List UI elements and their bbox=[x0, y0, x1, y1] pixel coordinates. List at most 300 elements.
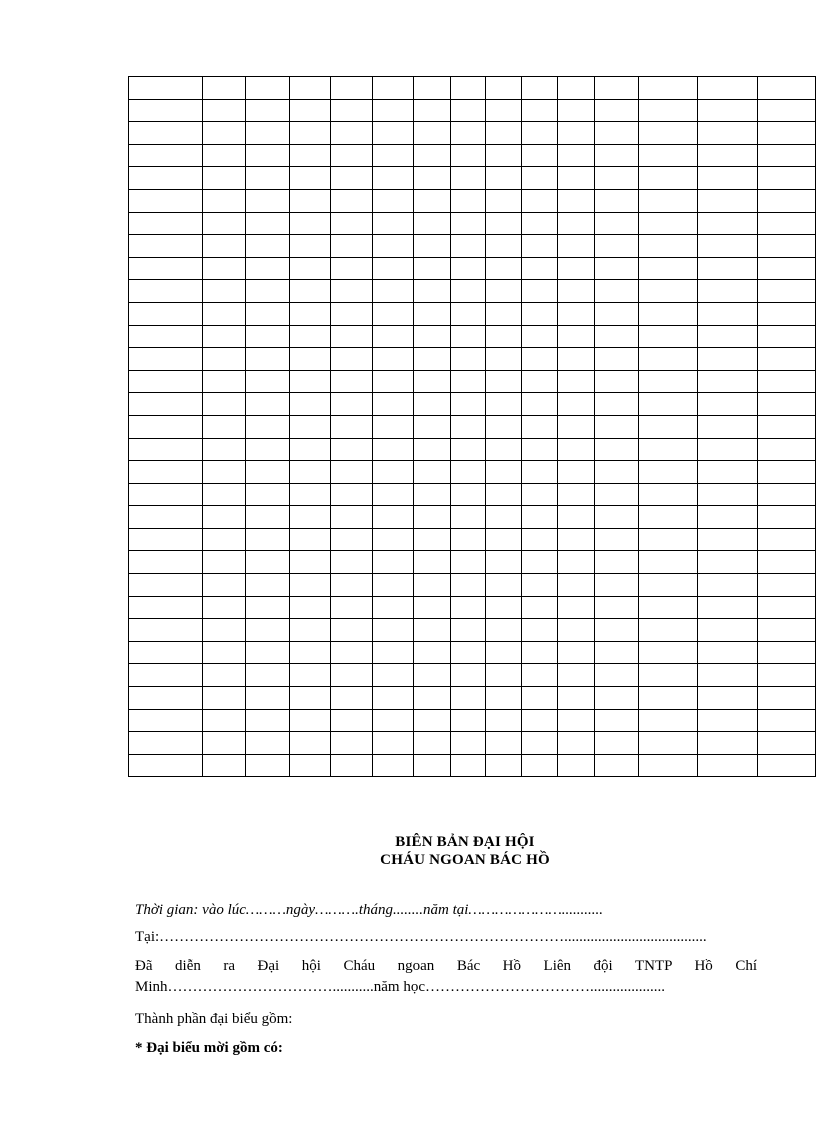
table-cell bbox=[450, 302, 486, 325]
table-cell bbox=[522, 528, 558, 551]
table-cell bbox=[413, 167, 450, 190]
table-cell bbox=[697, 754, 757, 777]
table-cell bbox=[129, 461, 203, 484]
table-cell bbox=[594, 641, 638, 664]
table-cell bbox=[558, 619, 595, 642]
table-cell bbox=[129, 483, 203, 506]
table-row bbox=[129, 77, 816, 100]
table-row bbox=[129, 506, 816, 529]
table-cell bbox=[246, 99, 290, 122]
table-cell bbox=[246, 257, 290, 280]
table-cell bbox=[697, 641, 757, 664]
table-cell bbox=[757, 280, 815, 303]
table-cell bbox=[202, 393, 246, 416]
table-cell bbox=[558, 506, 595, 529]
table-cell bbox=[373, 77, 414, 100]
table-row bbox=[129, 551, 816, 574]
table-cell bbox=[757, 619, 815, 642]
table-cell bbox=[638, 325, 697, 348]
table-cell bbox=[697, 687, 757, 710]
table-cell bbox=[202, 687, 246, 710]
table-cell bbox=[202, 551, 246, 574]
table-cell bbox=[757, 257, 815, 280]
table-cell bbox=[558, 370, 595, 393]
table-cell bbox=[413, 438, 450, 461]
table-cell bbox=[757, 189, 815, 212]
table-cell bbox=[697, 280, 757, 303]
table-cell bbox=[331, 528, 373, 551]
table-cell bbox=[486, 596, 522, 619]
table-cell bbox=[558, 528, 595, 551]
table-cell bbox=[522, 189, 558, 212]
table-cell bbox=[594, 144, 638, 167]
table-cell bbox=[413, 641, 450, 664]
table-cell bbox=[246, 144, 290, 167]
table-cell bbox=[331, 664, 373, 687]
table-cell bbox=[246, 235, 290, 258]
table-cell bbox=[757, 687, 815, 710]
table-cell bbox=[486, 438, 522, 461]
table-cell bbox=[486, 167, 522, 190]
table-cell bbox=[289, 122, 331, 145]
table-cell bbox=[331, 122, 373, 145]
table-cell bbox=[246, 393, 290, 416]
table-cell bbox=[246, 732, 290, 755]
table-cell bbox=[558, 212, 595, 235]
table-cell bbox=[373, 280, 414, 303]
table-cell bbox=[246, 77, 290, 100]
table-cell bbox=[289, 167, 331, 190]
table-cell bbox=[373, 528, 414, 551]
table-cell bbox=[522, 302, 558, 325]
table-cell bbox=[697, 551, 757, 574]
table-cell bbox=[331, 438, 373, 461]
table-cell bbox=[246, 348, 290, 371]
table-cell bbox=[638, 370, 697, 393]
table-cell bbox=[450, 393, 486, 416]
table-cell bbox=[558, 415, 595, 438]
occurred-line-2: Minh……………………………...........năm học…………………………….................... bbox=[135, 979, 665, 995]
table-cell bbox=[289, 348, 331, 371]
table-cell bbox=[558, 189, 595, 212]
table-row bbox=[129, 754, 816, 777]
table-cell bbox=[486, 302, 522, 325]
table-cell bbox=[373, 461, 414, 484]
table-cell bbox=[757, 551, 815, 574]
table-cell bbox=[373, 235, 414, 258]
table-cell bbox=[289, 596, 331, 619]
table-cell bbox=[450, 709, 486, 732]
table-cell bbox=[413, 551, 450, 574]
table-cell bbox=[289, 280, 331, 303]
table-cell bbox=[331, 619, 373, 642]
table-cell bbox=[757, 732, 815, 755]
table-cell bbox=[757, 122, 815, 145]
table-cell bbox=[202, 235, 246, 258]
table-cell bbox=[331, 415, 373, 438]
table-cell bbox=[373, 596, 414, 619]
table-cell bbox=[697, 528, 757, 551]
table-cell bbox=[246, 122, 290, 145]
table-cell bbox=[331, 235, 373, 258]
table-cell bbox=[331, 483, 373, 506]
table-cell bbox=[522, 257, 558, 280]
table-cell bbox=[129, 77, 203, 100]
table-cell bbox=[594, 99, 638, 122]
table-cell bbox=[697, 574, 757, 597]
table-cell bbox=[202, 483, 246, 506]
table-cell bbox=[331, 574, 373, 597]
table-cell bbox=[638, 528, 697, 551]
minutes-title: BIÊN BẢN ĐẠI HỘI bbox=[395, 834, 535, 850]
table-cell bbox=[594, 754, 638, 777]
table-cell bbox=[594, 235, 638, 258]
table-cell bbox=[558, 122, 595, 145]
table-cell bbox=[697, 709, 757, 732]
table-cell bbox=[289, 77, 331, 100]
table-cell bbox=[594, 461, 638, 484]
table-cell bbox=[450, 348, 486, 371]
table-cell bbox=[202, 754, 246, 777]
table-cell bbox=[450, 687, 486, 710]
table-cell bbox=[129, 641, 203, 664]
table-cell bbox=[522, 212, 558, 235]
table-row bbox=[129, 99, 816, 122]
table-cell bbox=[757, 393, 815, 416]
table-cell bbox=[757, 461, 815, 484]
table-cell bbox=[638, 280, 697, 303]
table-cell bbox=[450, 325, 486, 348]
table-row bbox=[129, 325, 816, 348]
table-cell bbox=[638, 257, 697, 280]
table-cell bbox=[450, 415, 486, 438]
table-cell bbox=[558, 280, 595, 303]
table-cell bbox=[522, 393, 558, 416]
table-cell bbox=[331, 325, 373, 348]
table-cell bbox=[129, 302, 203, 325]
table-cell bbox=[522, 325, 558, 348]
table-cell bbox=[129, 709, 203, 732]
table-cell bbox=[373, 370, 414, 393]
table-row bbox=[129, 122, 816, 145]
table-cell bbox=[638, 189, 697, 212]
table-cell bbox=[486, 257, 522, 280]
table-cell bbox=[594, 574, 638, 597]
table-row bbox=[129, 415, 816, 438]
table-cell bbox=[757, 415, 815, 438]
table-cell bbox=[697, 257, 757, 280]
table-cell bbox=[486, 348, 522, 371]
table-cell bbox=[757, 302, 815, 325]
table-row bbox=[129, 393, 816, 416]
table-cell bbox=[289, 144, 331, 167]
table-cell bbox=[413, 77, 450, 100]
table-cell bbox=[373, 754, 414, 777]
table-cell bbox=[522, 687, 558, 710]
table-cell bbox=[331, 709, 373, 732]
table-cell bbox=[413, 483, 450, 506]
table-cell bbox=[558, 483, 595, 506]
table-cell bbox=[450, 461, 486, 484]
table-cell bbox=[129, 325, 203, 348]
table-cell bbox=[129, 122, 203, 145]
table-cell bbox=[757, 641, 815, 664]
table-row bbox=[129, 302, 816, 325]
table-cell bbox=[522, 596, 558, 619]
table-cell bbox=[246, 641, 290, 664]
table-cell bbox=[373, 732, 414, 755]
table-cell bbox=[638, 619, 697, 642]
table-cell bbox=[202, 280, 246, 303]
table-cell bbox=[697, 664, 757, 687]
table-cell bbox=[373, 144, 414, 167]
table-cell bbox=[202, 528, 246, 551]
table-row bbox=[129, 461, 816, 484]
table-cell bbox=[697, 348, 757, 371]
table-cell bbox=[129, 506, 203, 529]
table-cell bbox=[757, 167, 815, 190]
table-cell bbox=[246, 528, 290, 551]
table-cell bbox=[594, 257, 638, 280]
table-cell bbox=[202, 257, 246, 280]
table-cell bbox=[413, 235, 450, 258]
table-cell bbox=[246, 506, 290, 529]
table-cell bbox=[757, 506, 815, 529]
table-cell bbox=[129, 551, 203, 574]
table-cell bbox=[594, 551, 638, 574]
table-row bbox=[129, 212, 816, 235]
table-cell bbox=[202, 99, 246, 122]
table-cell bbox=[558, 167, 595, 190]
table-cell bbox=[558, 664, 595, 687]
table-row bbox=[129, 687, 816, 710]
table-cell bbox=[522, 732, 558, 755]
table-cell bbox=[331, 99, 373, 122]
table-cell bbox=[129, 619, 203, 642]
table-cell bbox=[558, 77, 595, 100]
table-cell bbox=[450, 483, 486, 506]
table-cell bbox=[697, 438, 757, 461]
table-cell bbox=[697, 461, 757, 484]
table-cell bbox=[413, 280, 450, 303]
table-cell bbox=[757, 212, 815, 235]
table-row bbox=[129, 189, 816, 212]
table-cell bbox=[202, 641, 246, 664]
table-cell bbox=[202, 574, 246, 597]
table-cell bbox=[331, 754, 373, 777]
table-cell bbox=[638, 122, 697, 145]
table-cell bbox=[638, 302, 697, 325]
table-row bbox=[129, 596, 816, 619]
table-cell bbox=[522, 144, 558, 167]
table-cell bbox=[289, 528, 331, 551]
table-cell bbox=[558, 348, 595, 371]
table-cell bbox=[558, 144, 595, 167]
table-cell bbox=[331, 167, 373, 190]
table-cell bbox=[522, 370, 558, 393]
table-cell bbox=[246, 709, 290, 732]
table-cell bbox=[129, 257, 203, 280]
table-cell bbox=[486, 212, 522, 235]
table-cell bbox=[373, 619, 414, 642]
table-cell bbox=[373, 393, 414, 416]
table-cell bbox=[289, 438, 331, 461]
table-cell bbox=[202, 189, 246, 212]
table-cell bbox=[373, 506, 414, 529]
table-cell bbox=[486, 461, 522, 484]
table-cell bbox=[594, 619, 638, 642]
table-cell bbox=[522, 235, 558, 258]
table-cell bbox=[373, 257, 414, 280]
table-cell bbox=[697, 235, 757, 258]
table-row bbox=[129, 483, 816, 506]
table-cell bbox=[697, 619, 757, 642]
table-cell bbox=[413, 122, 450, 145]
table-cell bbox=[413, 709, 450, 732]
table-cell bbox=[202, 144, 246, 167]
table-cell bbox=[373, 574, 414, 597]
table-cell bbox=[450, 77, 486, 100]
table-cell bbox=[373, 302, 414, 325]
table-row bbox=[129, 370, 816, 393]
table-cell bbox=[486, 528, 522, 551]
table-cell bbox=[246, 325, 290, 348]
table-cell bbox=[289, 574, 331, 597]
table-cell bbox=[757, 235, 815, 258]
table-cell bbox=[450, 619, 486, 642]
table-cell bbox=[129, 280, 203, 303]
table-cell bbox=[638, 212, 697, 235]
table-cell bbox=[522, 506, 558, 529]
table-cell bbox=[638, 574, 697, 597]
table-cell bbox=[594, 370, 638, 393]
table-cell bbox=[697, 325, 757, 348]
table-cell bbox=[246, 212, 290, 235]
table-cell bbox=[697, 167, 757, 190]
table-cell bbox=[289, 709, 331, 732]
table-cell bbox=[202, 167, 246, 190]
table-cell bbox=[450, 506, 486, 529]
table-cell bbox=[289, 506, 331, 529]
table-cell bbox=[522, 167, 558, 190]
table-cell bbox=[594, 483, 638, 506]
table-row bbox=[129, 438, 816, 461]
table-cell bbox=[129, 687, 203, 710]
table-cell bbox=[486, 709, 522, 732]
table-cell bbox=[289, 483, 331, 506]
table-cell bbox=[486, 280, 522, 303]
table-cell bbox=[373, 167, 414, 190]
table-cell bbox=[202, 619, 246, 642]
table-cell bbox=[638, 506, 697, 529]
table-cell bbox=[129, 664, 203, 687]
table-cell bbox=[373, 348, 414, 371]
table-cell bbox=[522, 348, 558, 371]
table-cell bbox=[246, 280, 290, 303]
table-cell bbox=[202, 370, 246, 393]
table-cell bbox=[413, 732, 450, 755]
table-cell bbox=[331, 551, 373, 574]
table-cell bbox=[373, 641, 414, 664]
table-cell bbox=[246, 302, 290, 325]
table-cell bbox=[757, 574, 815, 597]
table-cell bbox=[757, 77, 815, 100]
table-cell bbox=[450, 664, 486, 687]
table-cell bbox=[486, 235, 522, 258]
table-cell bbox=[522, 438, 558, 461]
table-cell bbox=[331, 732, 373, 755]
table-cell bbox=[757, 370, 815, 393]
table-cell bbox=[558, 235, 595, 258]
table-cell bbox=[202, 348, 246, 371]
table-cell bbox=[129, 235, 203, 258]
table-cell bbox=[129, 144, 203, 167]
table-cell bbox=[558, 596, 595, 619]
table-cell bbox=[594, 393, 638, 416]
table-cell bbox=[486, 415, 522, 438]
table-cell bbox=[558, 551, 595, 574]
table-cell bbox=[638, 235, 697, 258]
table-cell bbox=[638, 664, 697, 687]
table-cell bbox=[486, 619, 522, 642]
table-cell bbox=[373, 212, 414, 235]
table-cell bbox=[246, 551, 290, 574]
table-cell bbox=[522, 574, 558, 597]
table-cell bbox=[638, 393, 697, 416]
table-cell bbox=[373, 687, 414, 710]
table-cell bbox=[594, 280, 638, 303]
table-cell bbox=[202, 709, 246, 732]
invited-delegates-heading: * Đại biểu mời gồm có: bbox=[135, 1040, 283, 1056]
table-row bbox=[129, 280, 816, 303]
table-cell bbox=[594, 189, 638, 212]
table-cell bbox=[202, 664, 246, 687]
table-cell bbox=[757, 99, 815, 122]
table-cell bbox=[289, 754, 331, 777]
table-cell bbox=[373, 483, 414, 506]
table-row bbox=[129, 348, 816, 371]
table-cell bbox=[558, 302, 595, 325]
table-cell bbox=[697, 483, 757, 506]
table-cell bbox=[558, 641, 595, 664]
table-cell bbox=[129, 415, 203, 438]
table-cell bbox=[202, 415, 246, 438]
table-cell bbox=[129, 99, 203, 122]
table-cell bbox=[413, 461, 450, 484]
table-cell bbox=[486, 664, 522, 687]
table-cell bbox=[202, 438, 246, 461]
table-cell bbox=[594, 415, 638, 438]
table-cell bbox=[246, 189, 290, 212]
table-cell bbox=[558, 438, 595, 461]
table-cell bbox=[638, 415, 697, 438]
table-cell bbox=[450, 235, 486, 258]
table-cell bbox=[246, 483, 290, 506]
table-cell bbox=[373, 325, 414, 348]
table-cell bbox=[331, 348, 373, 371]
table-cell bbox=[594, 732, 638, 755]
table-cell bbox=[129, 732, 203, 755]
table-cell bbox=[331, 393, 373, 416]
table-cell bbox=[331, 144, 373, 167]
table-cell bbox=[486, 506, 522, 529]
table-cell bbox=[594, 687, 638, 710]
table-cell bbox=[757, 325, 815, 348]
table-cell bbox=[289, 732, 331, 755]
minutes-subtitle: CHÁU NGOAN BÁC HỒ bbox=[380, 852, 550, 868]
table-cell bbox=[558, 574, 595, 597]
table-cell bbox=[757, 348, 815, 371]
